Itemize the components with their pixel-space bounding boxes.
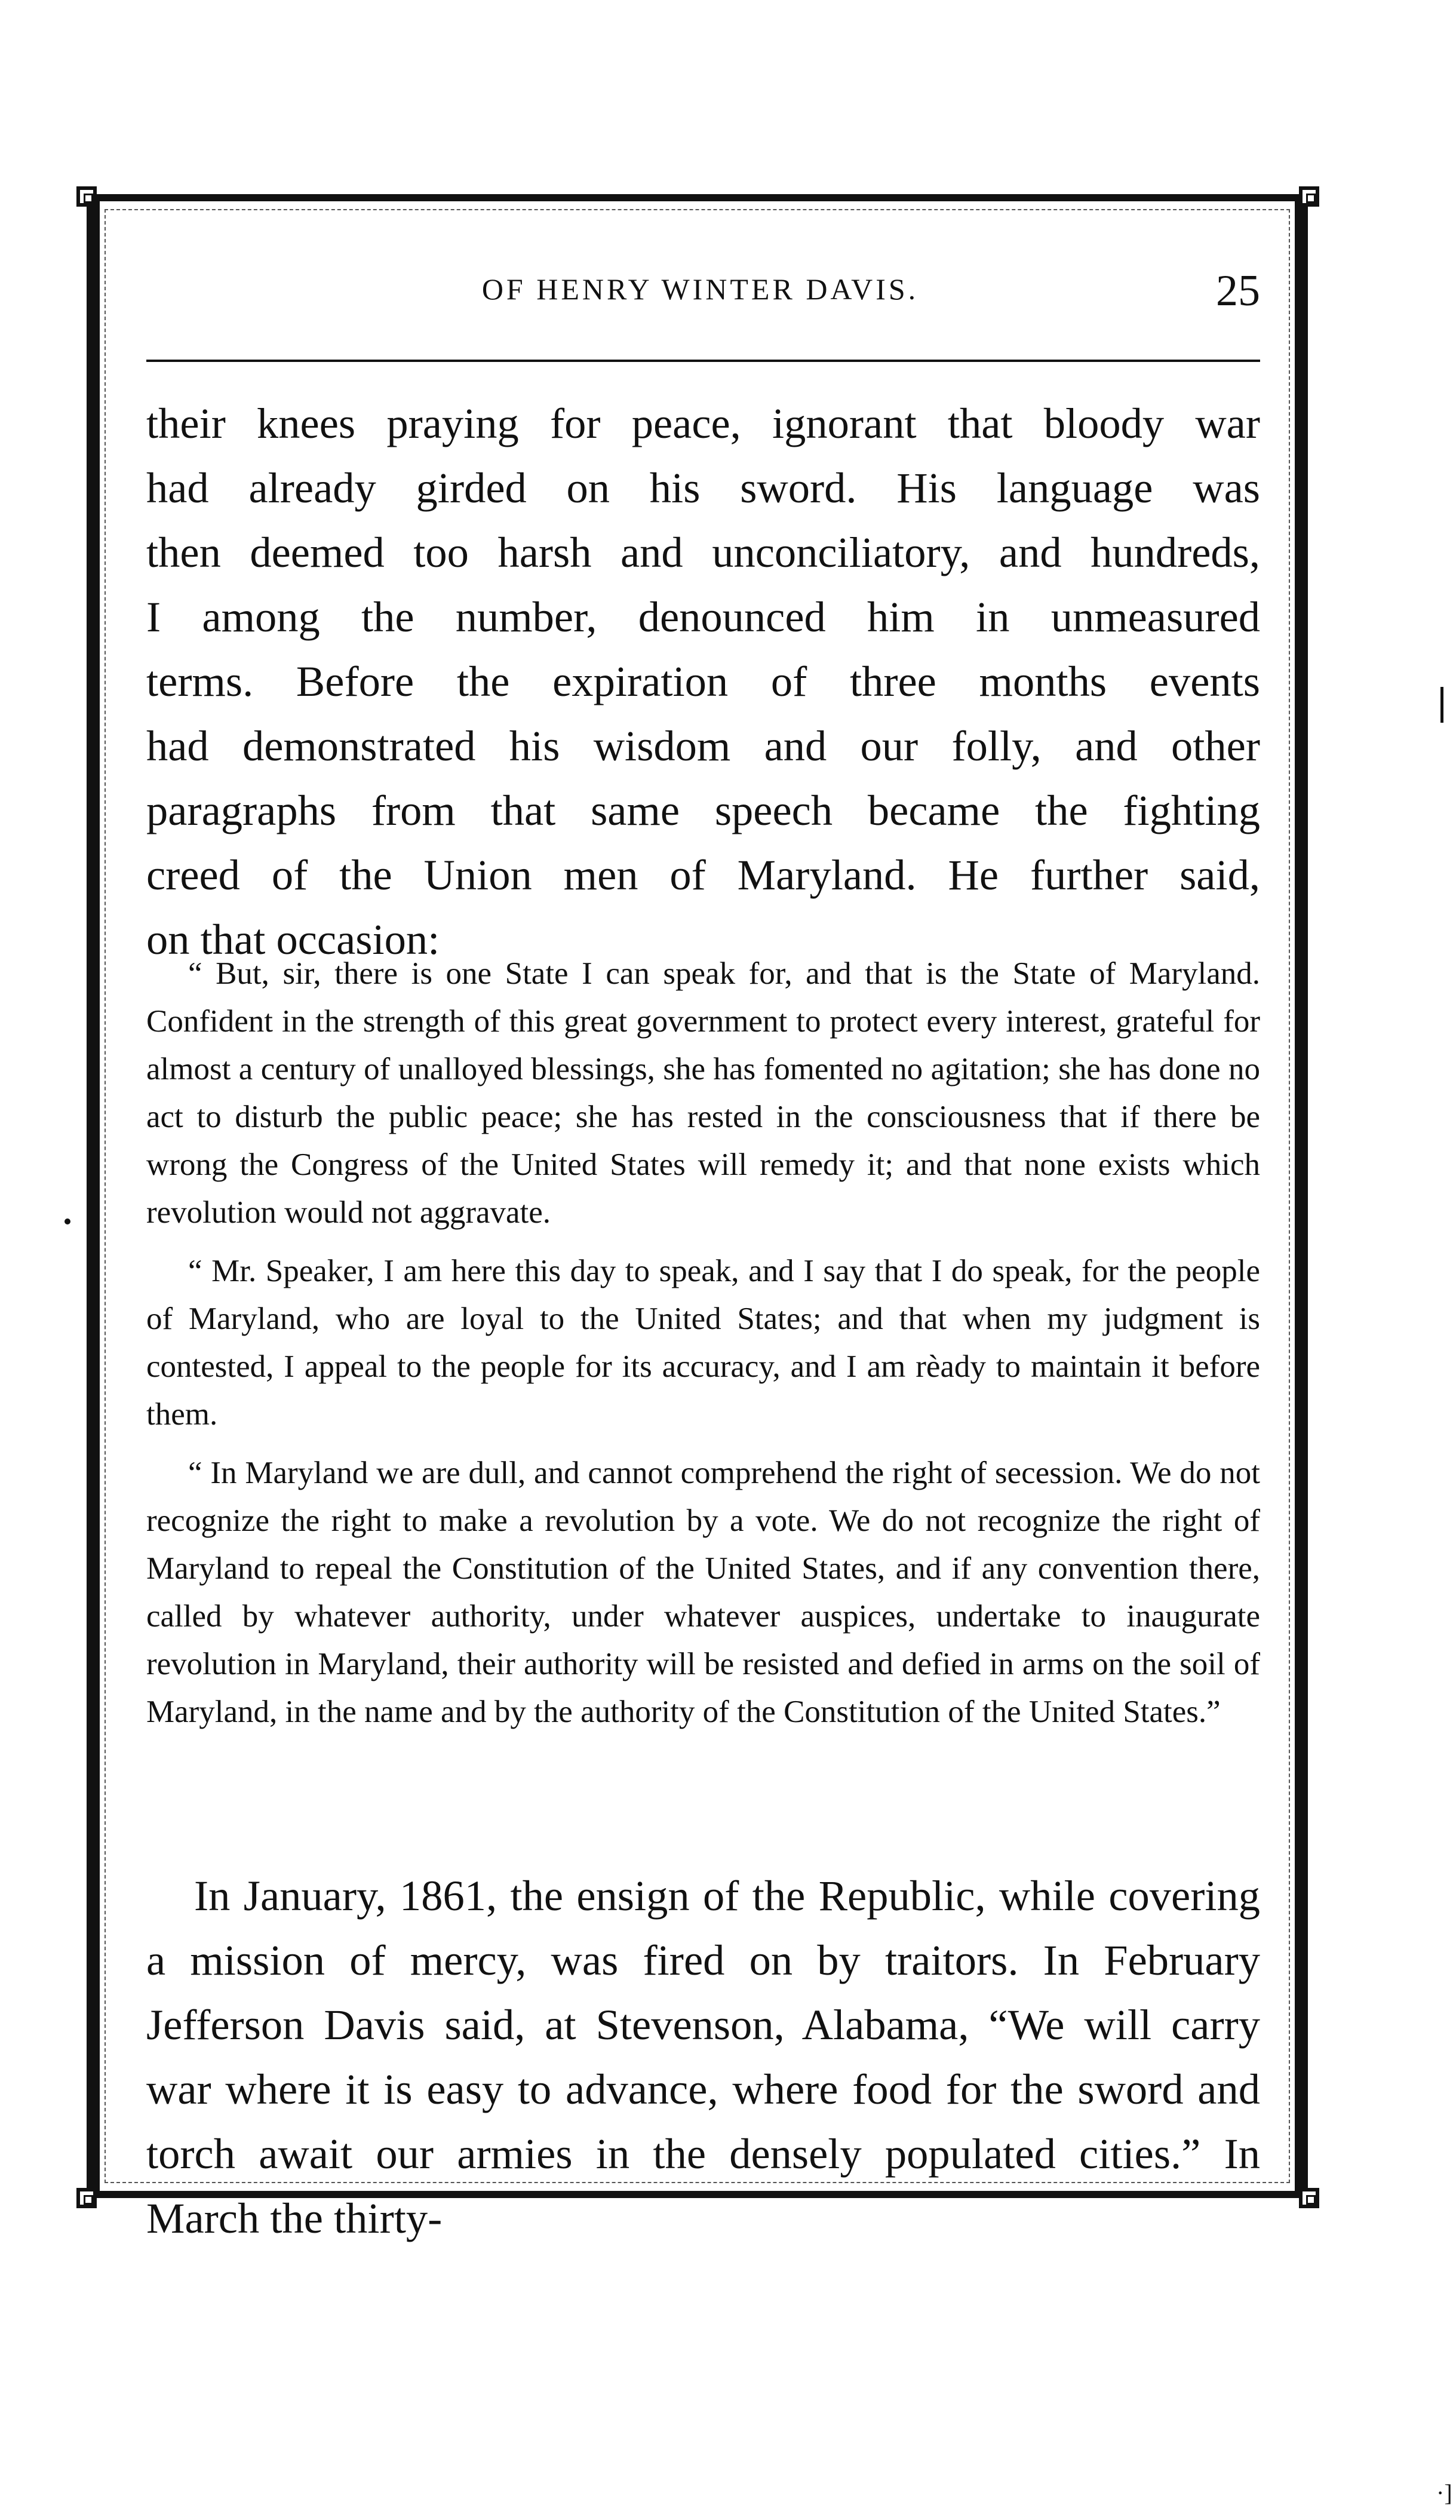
text-line: I among the number, denounced him in unmeasured [146,593,1260,641]
quote-paragraph: “ In Maryland we are dull, and cannot comprehend the right of secession. We do not recognize the right to make a revolution by a vote. We do not recognize the right of Maryland to repeal the Constitution of the United States, and if any convention there, called by whatever authority, under whatever auspices, undertake to inaugurate revolution in Maryland, their authority will be resisted and defied in arms on the soil of Maryland, in the name and by the authority of the Constitution of the United States.” [146,1456,1260,1729]
running-title: OF HENRY WINTER DAVIS. [481,272,919,306]
ink-dot [64,1218,70,1224]
corner-ornament [76,2188,97,2208]
text-line: on that occasion: [146,915,440,963]
paragraph-2 [146,1864,1260,2251]
running-head [140,266,1260,320]
text-line: creed of the Union men of Maryland. He further said, [146,851,1260,899]
corner-ornament [1299,2188,1319,2208]
text-line: had already girded on his sword. His language was [146,464,1260,512]
text-line: terms. Before the expiration of three months events [146,657,1260,705]
text-line: then deemed too harsh and unconciliatory, and hundreds, [146,528,1260,576]
text-line: had demonstrated his wisdom and our folly, and other [146,722,1260,770]
corner-ornament [1299,186,1319,207]
quotations [146,950,1260,1746]
page-number: 25 [1216,266,1260,315]
header-rule [146,360,1260,362]
quote-paragraph: “ But, sir, there is one State I can speak for, and that is the State of Maryland. Confident in the strength of this great government to protect every interest, grateful for almost a century of unalloyed blessings, she has fomented no agitation; she has done no act to disturb the public peace; she has rested in the consciousness that if there be wrong the Congress of the United States will remedy it; and that none exists which revolution would not aggravate. [146,956,1260,1230]
margin-mark [1440,687,1443,723]
paragraph-1 [146,391,1260,972]
corner-mark: ·] [1436,2479,1452,2506]
quote-paragraph: “ Mr. Speaker, I am here this day to speak, and I say that I do speak, for the people of Maryland, who are loyal to the United States; and that when my judgment is contested, I appeal to the people for its accuracy, and I am rèady to maintain it before them. [146,1254,1260,1432]
text-line: paragraphs from that same speech became the fighting [146,786,1260,834]
body-paragraph: In January, 1861, the ensign of the Republic, while covering a mission of mercy, was fired on by traitors. In February Jefferson Davis said, at Stevenson, Alabama, “We will carry war where it is easy to advance, where food for the sword and torch await our armies in the densely populated cities.” In March the thirty- [146,1871,1260,2242]
corner-ornament [76,186,97,207]
text-line: their knees praying for peace, ignorant that bloody war [146,399,1260,447]
